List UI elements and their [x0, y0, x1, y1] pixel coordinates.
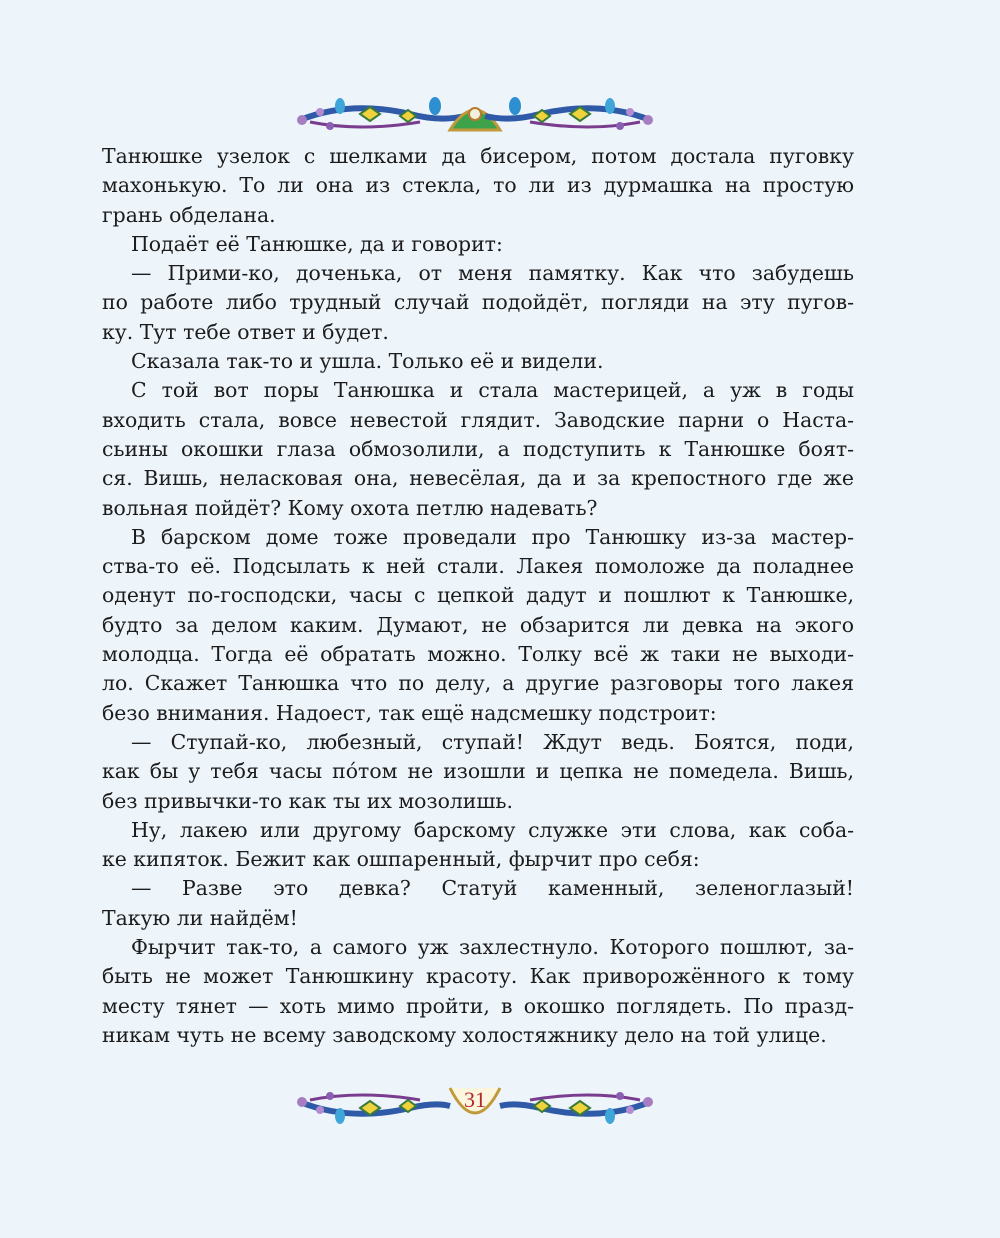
text-line: сьины окошки глаза обмозолили, а подступить к Танюшке боят-: [102, 436, 854, 461]
paragraph: [102, 874, 854, 933]
ornament-right-branch-bottom: [500, 1092, 653, 1124]
text-line: молодца. Тогда её обратать можно. Толку всё ж таки не выходи-: [102, 642, 854, 667]
text-line: Сказала так-то и ушла. Только её и видели.: [131, 349, 604, 374]
text-line: ку. Тут тебе ответ и будет.: [102, 319, 389, 344]
text-line: В барском доме тоже проведали про Танюшку из-за мастер-: [131, 524, 854, 549]
text-line: ся. Вишь, неласковая она, невесёлая, да и за крепостного где же: [102, 466, 854, 491]
text-line: Фырчит так-то, а самого уж захлестнуло. Которого пошлют, за-: [131, 935, 854, 960]
story-text: [102, 142, 854, 1050]
paragraph: [102, 142, 854, 230]
text-line: месту тянет — хоть мимо пройти, в окошко поглядеть. По празд-: [102, 993, 854, 1018]
text-line: оденут по-господски, часы с цепкой дадут и пошлют к Танюшке,: [102, 583, 854, 608]
text-line: — Прими-ко, доченька, от меня памятку. Как что забудешь: [131, 261, 854, 286]
text-line: махонькую. То ли она из стекла, то ли из дурмашка на простую: [102, 173, 854, 198]
page-number: 31: [464, 1087, 486, 1112]
text-line: без привычки-то как ты их мозолишь.: [102, 788, 513, 813]
top-floral-ornament: [290, 92, 660, 142]
text-line: Танюшке узелок с шелками да бисером, потом достала пуговку: [102, 144, 854, 168]
paragraph: [102, 376, 854, 522]
paragraph: [102, 728, 854, 816]
text-line: — Ступай-ко, любезный, ступай! Ждут ведь. Боятся, поди,: [131, 729, 854, 754]
text-line: ке кипяток. Бежит как ошпаренный, фырчит про себя:: [102, 847, 700, 872]
text-line: будто за делом каким. Думают, не обзарится ли девка на экого: [102, 612, 854, 637]
text-line: Такую ли найдём!: [102, 905, 298, 930]
text-line: С той вот поры Танюшка и стала мастерицей, а уж в годы: [131, 378, 854, 403]
paragraph: [102, 816, 854, 875]
text-line: — Разве это девка? Статуй каменный, зеленоглазый!: [131, 876, 854, 901]
paragraph: [102, 933, 854, 1050]
text-line: безо внимания. Надоест, так ещё надсмешку подстроит:: [102, 700, 717, 725]
text-line: вольная пойдёт? Кому охота петлю надевать?: [102, 495, 598, 520]
text-line: ло. Скажет Танюшка что по делу, а другие разговоры того лакея: [102, 671, 854, 696]
text-line: быть не может Танюшкину красоту. Как приворожённого к тому: [102, 964, 854, 989]
text-line: грань обделана.: [102, 202, 276, 227]
ornament-left-branch-bottom: [297, 1092, 450, 1124]
paragraph: [102, 259, 854, 347]
text-line: ства-то её. Подсылать к ней стали. Лакея помоложе да поладнее: [102, 554, 854, 579]
paragraph: [102, 230, 854, 259]
ornament-right-branch: [485, 97, 653, 130]
text-line: по работе либо трудный случай подойдёт, погляди на эту пугов-: [102, 290, 854, 315]
text-line: Ну, лакею или другому барскому служке эти слова, как соба-: [131, 817, 854, 842]
ornament-left-branch: [297, 97, 465, 130]
text-line: никам чуть не всему заводскому холостяжнику дело на той улице.: [102, 1022, 827, 1047]
paragraph: [102, 523, 854, 728]
text-line: Подаёт её Танюшке, да и говорит:: [131, 231, 503, 256]
paragraph: [102, 347, 854, 376]
text-line: как бы у тебя часы по́том не изошли и цепка не помедела. Вишь,: [102, 759, 854, 784]
text-line: входить стала, вовсе невестой глядит. Заводские парни о Наста-: [102, 407, 854, 432]
